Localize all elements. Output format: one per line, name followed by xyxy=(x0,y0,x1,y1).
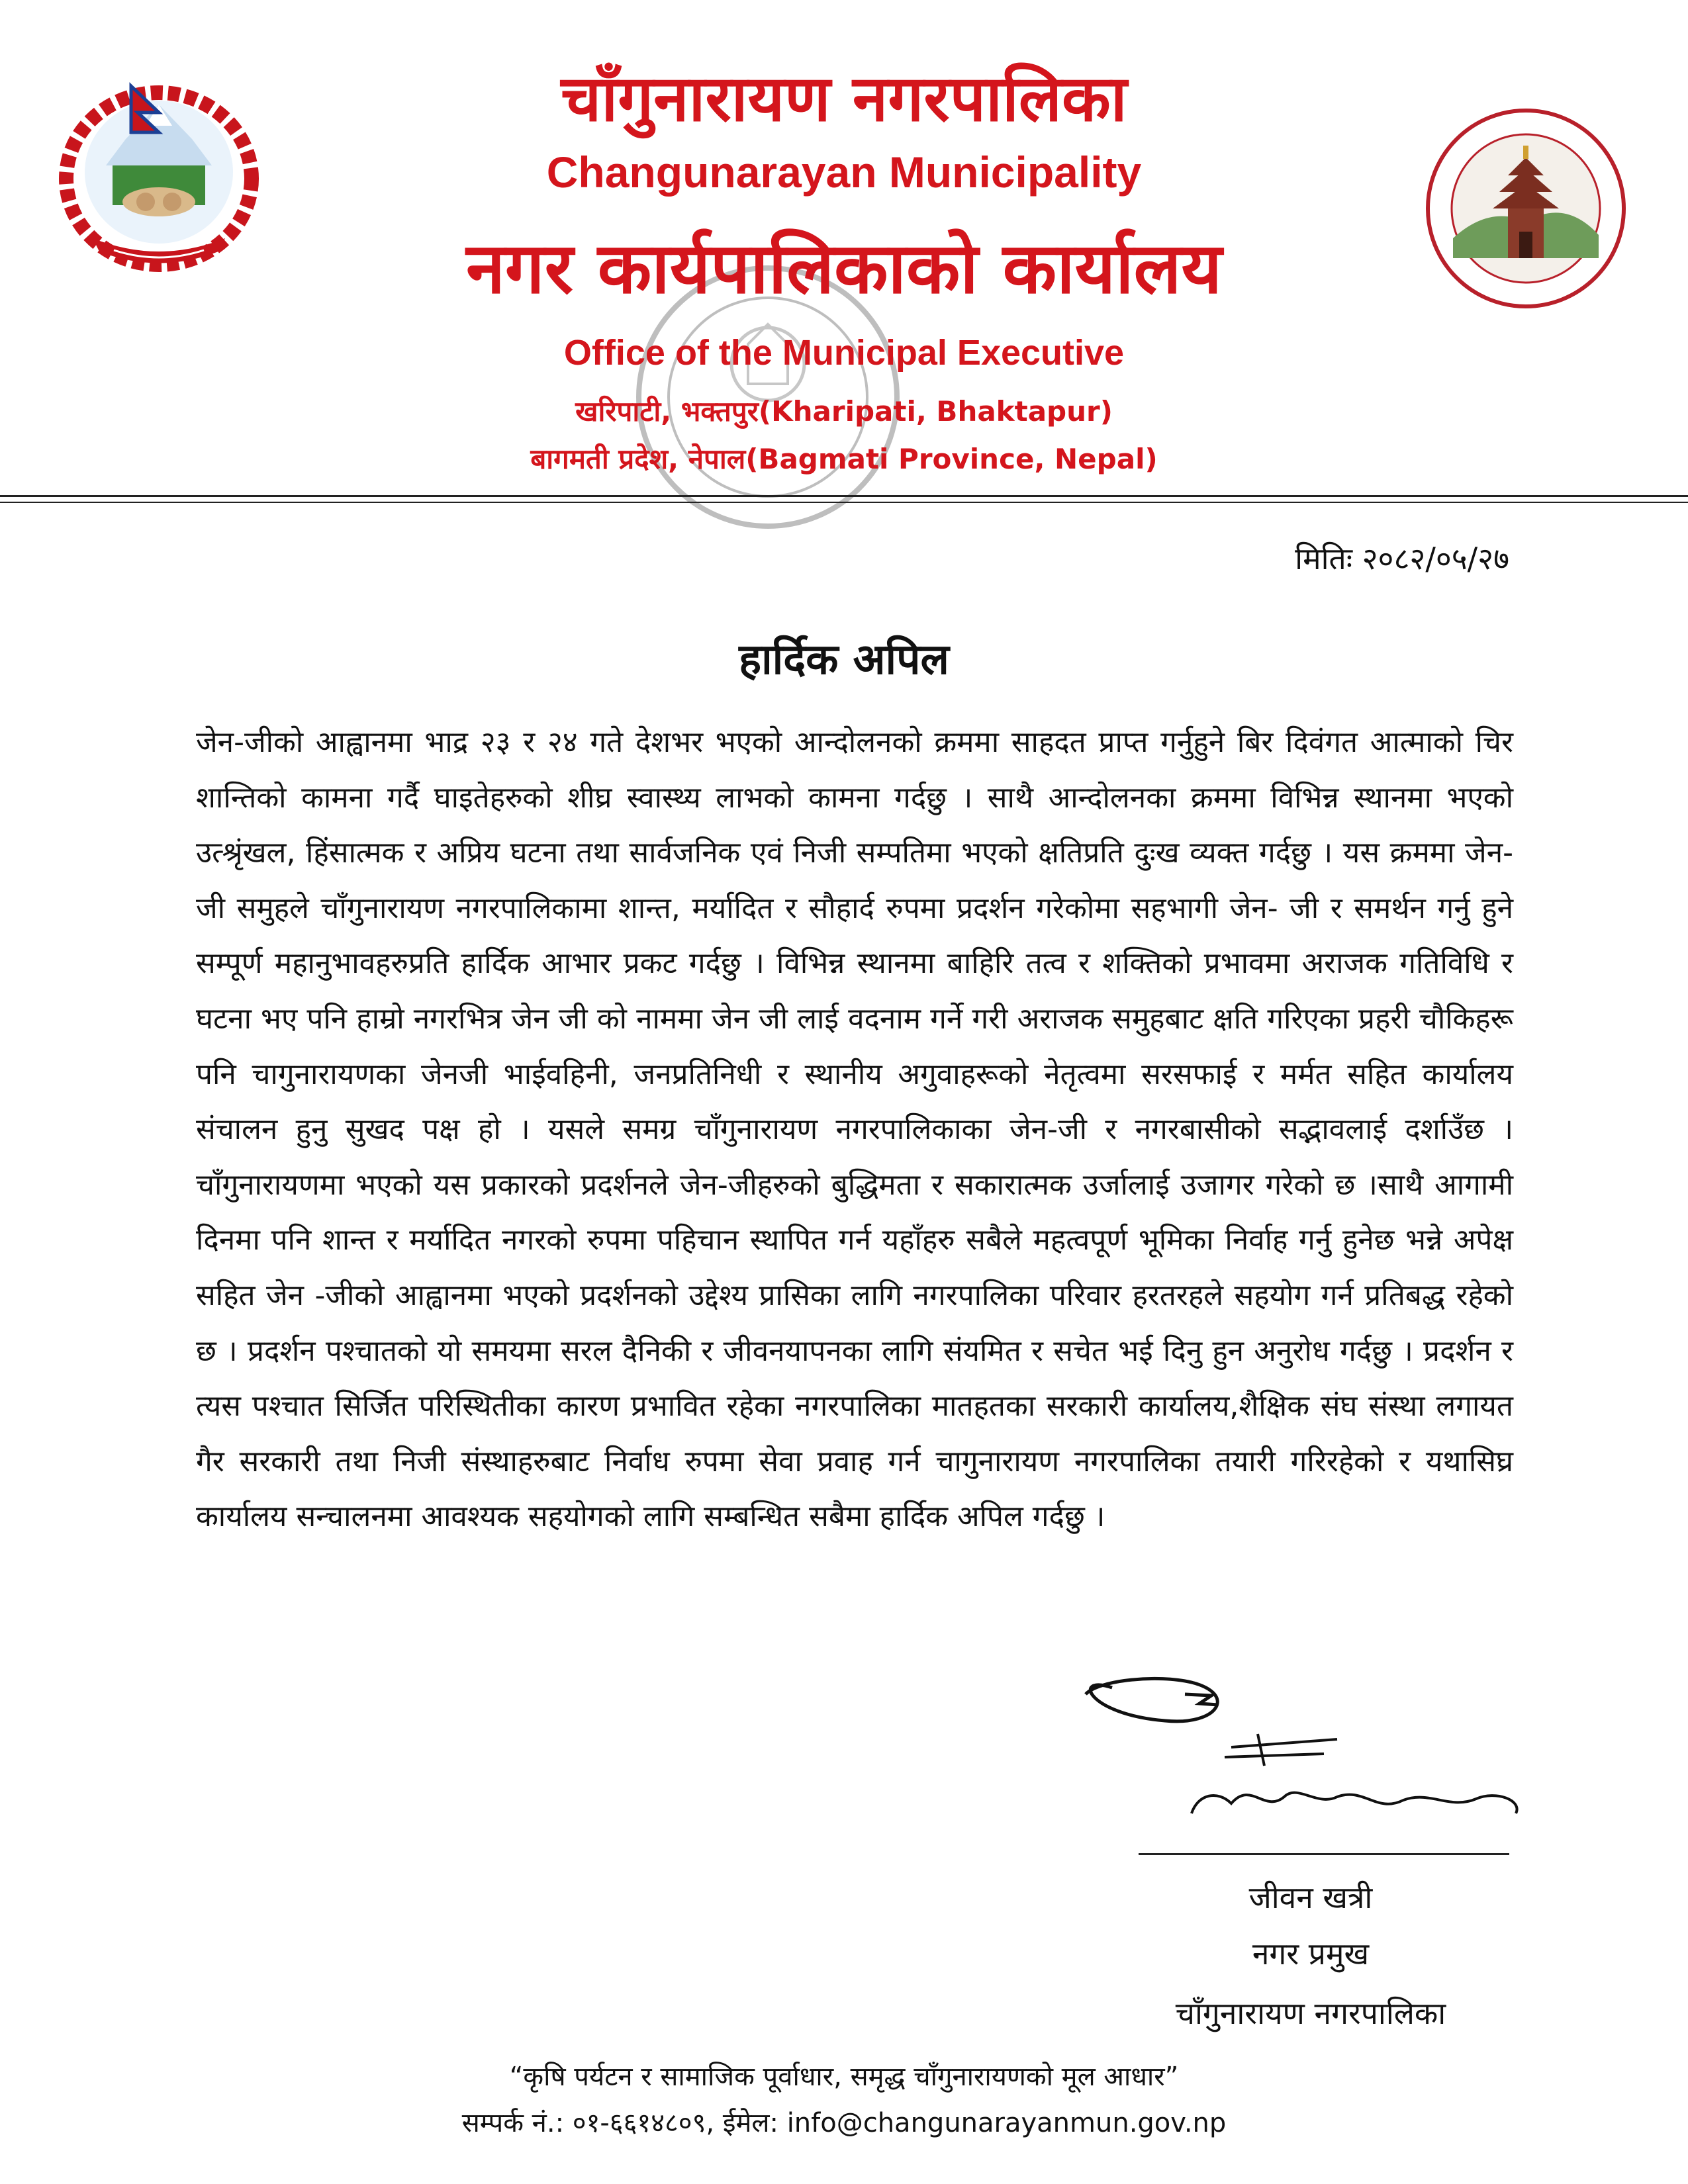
footer-slogan: “कृषि पर्यटन र सामाजिक पूर्वाधार, समृद्ध चाँगुनारायणको मूल आधार” xyxy=(509,2062,1179,2092)
office-name-english: Office of the Municipal Executive xyxy=(563,333,1125,373)
signer-name: जीवन खत्री xyxy=(1248,1880,1373,1915)
signature-line xyxy=(1139,1853,1509,1855)
office-name-nepali: नगर कार्यपालिकाको कार्यालय xyxy=(466,228,1222,309)
handwritten-signature-icon xyxy=(1059,1648,1549,1833)
municipality-name-english: Changunarayan Municipality xyxy=(546,148,1142,197)
header-divider-thin xyxy=(0,502,1688,503)
signer-title: नगर प्रमुख xyxy=(1252,1936,1370,1972)
letter-subject: हार्दिक अपिल xyxy=(739,635,949,684)
address-line-1: खरिपाटी, भक्तपुर(Kharipati, Bhaktapur) xyxy=(575,395,1113,428)
letter-date: मितिः २०८२/०५/२७ xyxy=(1295,541,1509,576)
header-divider xyxy=(0,495,1688,497)
signer-organization: चाँगुनारायण नगरपालिका xyxy=(1175,1995,1446,2031)
municipality-name-nepali: चाँगुनारायण नगरपालिका xyxy=(561,62,1127,136)
address-line-2: बागमती प्रदेश, नेपाल(Bagmati Province, Nepal) xyxy=(530,443,1158,475)
letter-body: जेन-जीको आह्वानमा भाद्र २३ र २४ गते देशभर भएको आन्दोलनको क्रममा साहदत प्राप्त गर्नुहुने बिर दिवंगत आत्माको चिर शान्तिको कामना गर्दै घाइतेहरुको शीघ्र स्वास्थ्य लाभको कामना गर्दछु । साथै आन्दोलनका क्रममा विभिन्न स्थानमा भएको उत्श्रृंखल, हिंसात्मक र अप्रिय घटना तथा सार्वजनिक एवं निजी सम्पतिमा भएको क्षतिप्रति दुःख व्यक्त गर्दछु । यस क्रममा जेन-जी समुहले चाँगुनारायण नगरपालिकामा शान्त, मर्यादित र सौहार्द रुपमा प्रदर्शन गरेकोमा सहभागी जेन- जी र समर्थन गर्नु हुने सम्पूर्ण महानुभावहरुप्रति हार्दिक आभार प्रकट गर्दछु । विभिन्न स्थानमा बाहिरि तत्व र शक्तिको प्रभावमा अराजक गतिविधि र घटना भए पनि हाम्रो नगरभित्र जेन जी को नाममा जेन जी लाई वदनाम गर्ने गरी अराजक समुहबाट क्षति गरिएका प्रहरी चौकिहरू पनि चागुनारायणका जेनजी भाईवहिनी, जनप्रतिनिधी र स्थानीय अगुवाहरूको नेतृत्वमा सरसफाई र मर्मत सहित कार्यालय संचालन हुनु सुखद पक्ष हो । यसले समग्र चाँगुनारायण नगरपालिकाका जेन-जी र नगरबासीको सद्भावलाई दर्शाउँछ । चाँगुनारायणमा भएको यस प्रकारको प्रदर्शनले जेन-जीहरुको बुद्धिमता र सकारात्मक उर्जालाई उजागर गरेको छ ।साथै आगामी दिनमा पनि शान्त र मर्यादित नगरको रुपमा पहिचान स्थापित गर्न यहाँहरु सबैले महत्वपूर्ण भूमिका निर्वाह गर्नु हुनेछ भन्ने अपेक्ष सहित जेन -जीको आह्वानमा भएको प्रदर्शनको उद्देश्य प्रासिका लागि नगरपालिका परिवार हरतरहले सहयोग गर्न प्रतिबद्ध रहेको छ । प्रदर्शन पश्चातको यो समयमा सरल दैनिकी र जीवनयापनका लागि संयमित र सचेत भई दिनु हुन अनुरोध गर्दछु । प्रदर्शन र त्यस पश्चात सिर्जित परिस्थितीका कारण प्रभावित रहेका नगरपालिका मातहतका सरकारी कार्यालय,शैक्षिक संघ संस्था लगायत गैर सरकारी तथा निजी संस्थाहरुबाट निर्वाध रुपमा सेवा प्रवाह गर्न चागुनारायण नगरपालिका तयारी गरिरहेको र यथासिघ्र कार्यालय सन्चालनमा आवश्यक सहयोगको लागि सम्बन्धित सबैमा हार्दिक अपिल गर्दछु । xyxy=(196,725,1513,1534)
footer-contact: सम्पर्क नं.: ०१-६६१४८०९, ईमेल: info@changunarayanmun.gov.np xyxy=(461,2108,1227,2138)
